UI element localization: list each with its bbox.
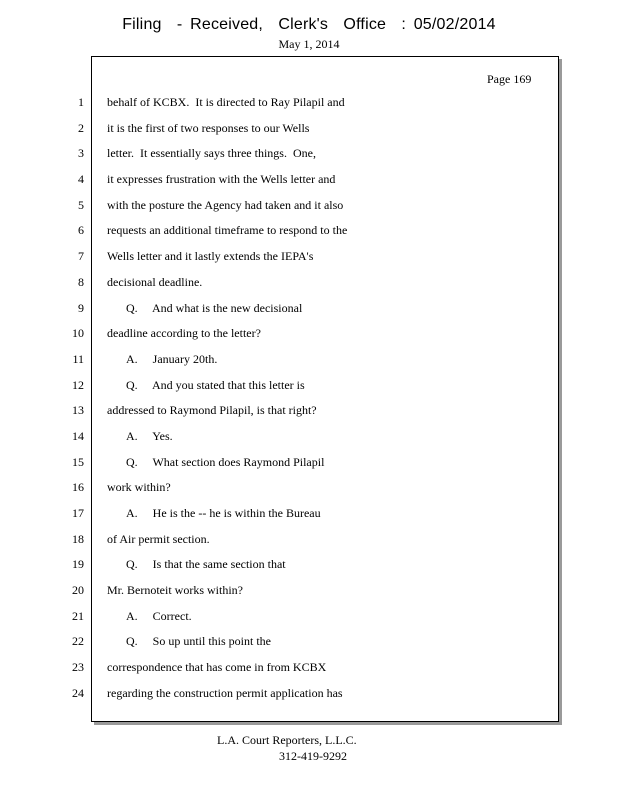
transcript-line: A. He is the -- he is within the Bureau (126, 506, 321, 520)
line-number: 8 (78, 274, 84, 289)
transcript-line: decisional deadline. (107, 274, 203, 289)
transcript-line: it is the first of two responses to our Wells (107, 120, 310, 135)
line-number: 14 (72, 428, 84, 443)
transcript-line: it expresses frustration with the Wells letter and (107, 172, 336, 187)
court-reporter-company: L.A. Court Reporters, L.L.C. (217, 733, 357, 747)
line-number: 18 (72, 531, 84, 546)
line-number: 11 (72, 351, 84, 366)
transcript-line: Q. And you stated that this letter is (126, 377, 305, 392)
line-number: 3 (78, 146, 84, 161)
line-number: 9 (78, 300, 84, 315)
transcript-line: correspondence that has come in from KCBX (107, 660, 327, 675)
transcript-line: Q. And what is the new decisional (126, 300, 303, 315)
transcript-line: requests an additional timeframe to respond to the (107, 223, 348, 238)
transcript-line: deadline according to the letter? (107, 326, 261, 341)
transcript-line: Q. What section does Raymond Pilapil (126, 454, 325, 469)
transcript-line: of Air permit section. (107, 531, 210, 546)
transcript-line: A. January 20th. (126, 351, 218, 366)
transcript-line: Q. So up until this point the (126, 634, 272, 649)
line-number: 10 (72, 326, 84, 341)
line-number: 17 (72, 506, 84, 520)
transcript-line: addressed to Raymond Pilapil, is that right? (107, 403, 317, 418)
transcript-line: work within? (107, 480, 171, 495)
transcript-line: regarding the construction permit application has (107, 685, 343, 700)
transcript-date: May 1, 2014 (278, 37, 340, 51)
transcript-line: A. Yes. (126, 428, 173, 443)
filing-stamp-header: Filing - Received, Clerk's Office : 05/02/2014 (122, 16, 496, 33)
transcript-line: A. Correct. (126, 608, 192, 623)
line-number-column (60, 92, 84, 709)
line-number: 20 (72, 583, 84, 598)
transcript-line: Wells letter and it lastly extends the IEPA's (107, 249, 314, 264)
line-number: 13 (72, 403, 84, 418)
court-reporter-phone: 312-419-9292 (279, 749, 347, 763)
line-number: 1 (78, 95, 84, 109)
line-number: 12 (72, 377, 84, 392)
line-number: 16 (72, 480, 84, 495)
line-number: 19 (72, 557, 84, 572)
line-number: 7 (78, 249, 84, 264)
line-number: 21 (72, 608, 84, 623)
line-number: 15 (72, 454, 84, 469)
line-number: 23 (72, 660, 84, 675)
transcript-text (107, 92, 547, 709)
transcript-line: Q. Is that the same section that (126, 557, 286, 572)
page-number: Page 169 (487, 72, 532, 86)
line-number: 22 (72, 634, 84, 649)
line-number: 4 (78, 172, 84, 187)
line-number: 5 (78, 197, 84, 212)
transcript-line: with the posture the Agency had taken and it also (107, 197, 344, 212)
transcript-line: behalf of KCBX. It is directed to Ray Pilapil and (107, 95, 345, 109)
line-number: 6 (78, 223, 84, 238)
line-number: 24 (72, 685, 84, 700)
transcript-line: letter. It essentially says three things. One, (107, 146, 316, 161)
transcript-line: Mr. Bernoteit works within? (107, 583, 243, 598)
line-number: 2 (78, 120, 84, 135)
